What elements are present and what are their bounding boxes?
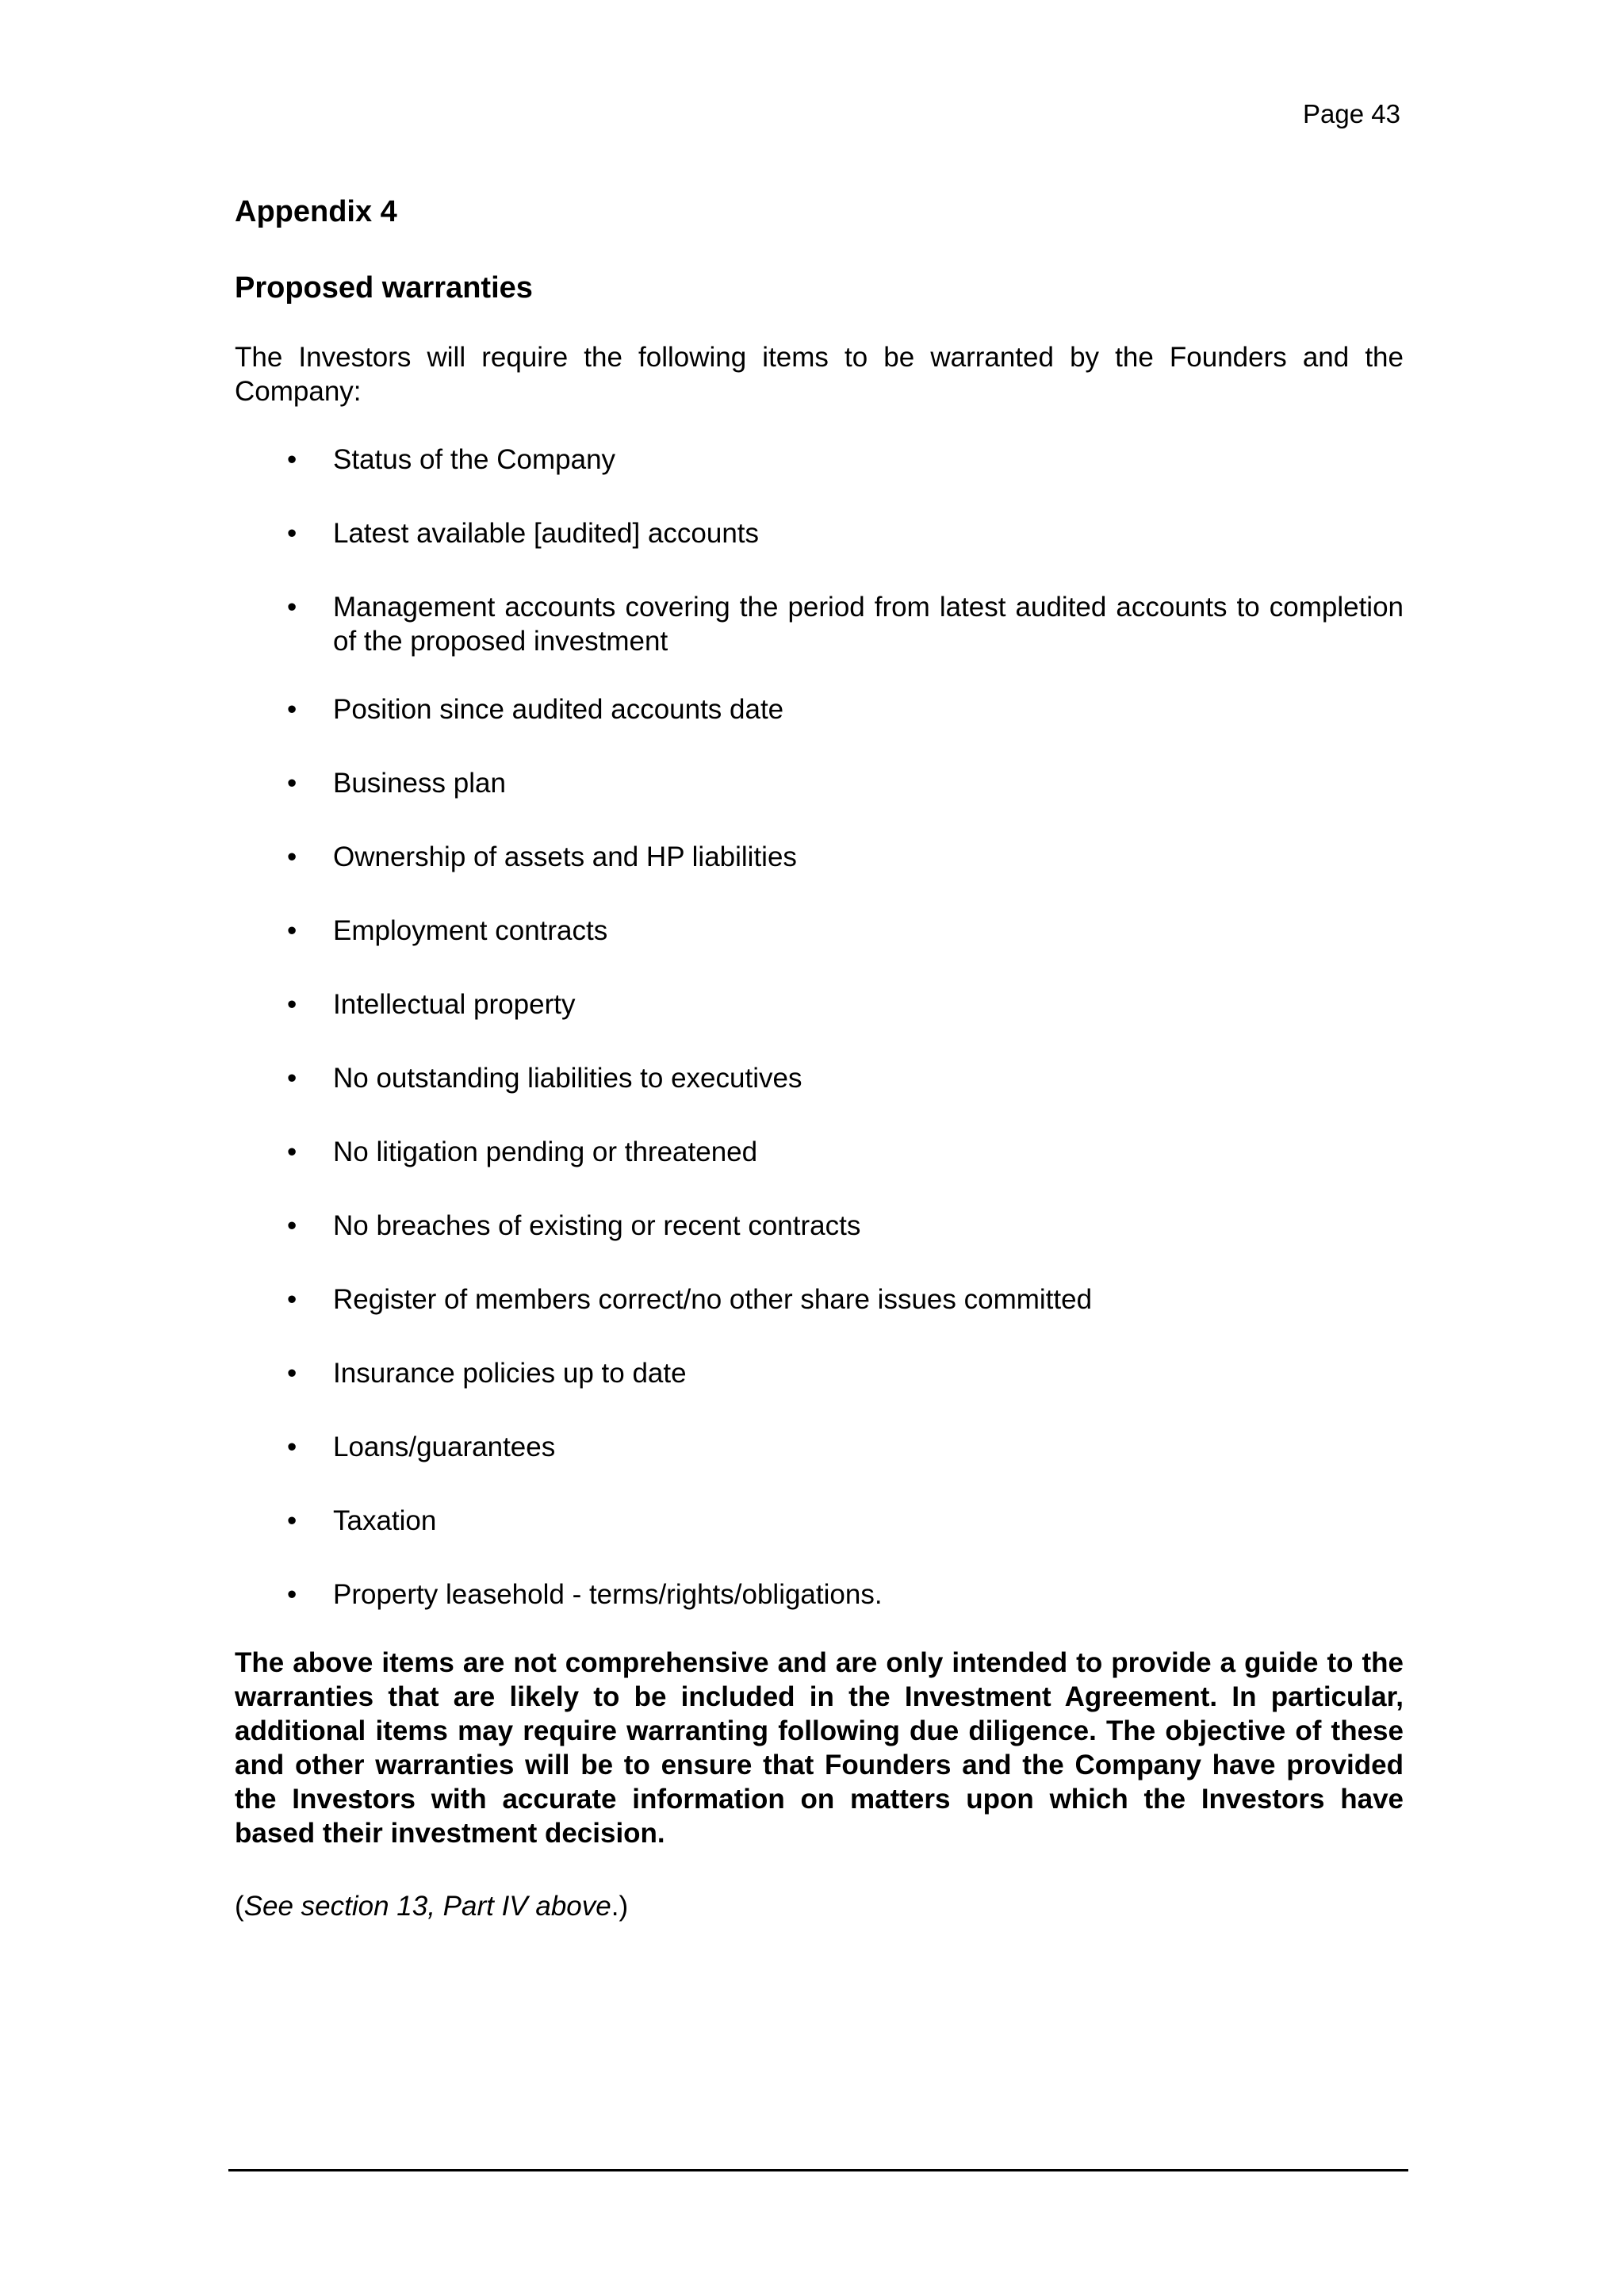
list-item xyxy=(235,1504,1404,1538)
list-item xyxy=(235,1061,1404,1095)
list-item xyxy=(235,590,1404,658)
bullet-icon: • xyxy=(287,915,297,946)
bullet-icon: • xyxy=(287,768,297,799)
list-item-text: No outstanding liabilities to executives xyxy=(333,1063,802,1094)
disclaimer-note: The above items are not comprehensive and are only intended to provide a guide to the warranties that are likely to be included in the Investment Agreement. In particular, additional items may require warranting following due diligence. The objective of these and other warranties will be to ensure that Founders and the Company have provided the Investors with accurate information on matters upon which the Investors have based their investment decision. xyxy=(235,1647,1404,1849)
page-number: Page 43 xyxy=(1303,99,1400,128)
list-item-text: Intellectual property xyxy=(333,989,576,1020)
bullet-icon: • xyxy=(287,1210,297,1241)
bullet-icon: • xyxy=(287,989,297,1020)
reference-text: See section 13, Part IV above xyxy=(243,1891,611,1922)
list-item-text: Latest available [audited] accounts xyxy=(333,518,760,549)
list-item xyxy=(235,1430,1404,1464)
appendix-title: Appendix 4 xyxy=(235,195,397,228)
list-item-text: Property leasehold - terms/rights/obligations. xyxy=(333,1579,883,1610)
list-item xyxy=(235,443,1404,477)
list-item-text: Register of members correct/no other share issues committed xyxy=(333,1284,1093,1315)
bullet-icon: • xyxy=(287,518,297,549)
list-item xyxy=(235,1135,1404,1169)
bullet-icon: • xyxy=(287,1063,297,1094)
bullet-icon: • xyxy=(287,444,297,475)
section-reference xyxy=(235,1889,1404,1923)
list-item xyxy=(235,1356,1404,1390)
list-item-text: No breaches of existing or recent contracts xyxy=(333,1210,861,1241)
list-item xyxy=(235,516,1404,550)
bullet-icon: • xyxy=(287,592,297,623)
list-item-text: Loans/guarantees xyxy=(333,1432,556,1462)
list-item-text: Insurance policies up to date xyxy=(333,1358,687,1389)
bullet-icon: • xyxy=(287,1432,297,1462)
footer-divider xyxy=(228,2169,1408,2171)
intro-paragraph: The Investors will require the following items to be warranted by the Founders and the Company: xyxy=(235,342,1404,407)
bullet-icon: • xyxy=(287,1579,297,1610)
list-item-text: Status of the Company xyxy=(333,444,616,475)
page-content xyxy=(235,194,1404,1923)
list-item-text: Management accounts covering the period from latest audited accounts to completion of the proposed investment xyxy=(333,592,1404,657)
bullet-icon: • xyxy=(287,1137,297,1167)
list-item-text: Ownership of assets and HP liabilities xyxy=(333,841,797,872)
list-item xyxy=(235,1577,1404,1612)
list-item xyxy=(235,766,1404,800)
bullet-icon: • xyxy=(287,841,297,872)
section-title: Proposed warranties xyxy=(235,271,533,305)
list-item xyxy=(235,914,1404,948)
list-item-text: Taxation xyxy=(333,1505,437,1536)
list-item xyxy=(235,1282,1404,1317)
bullet-icon: • xyxy=(287,1284,297,1315)
reference-open: ( xyxy=(235,1891,244,1922)
bullet-icon: • xyxy=(287,1358,297,1389)
list-item-text: Business plan xyxy=(333,768,506,799)
list-item xyxy=(235,840,1404,874)
list-item xyxy=(235,987,1404,1022)
list-item xyxy=(235,1209,1404,1243)
bullet-icon: • xyxy=(287,694,297,725)
bullet-icon: • xyxy=(287,1505,297,1536)
list-item-text: No litigation pending or threatened xyxy=(333,1137,758,1167)
reference-close: .) xyxy=(611,1891,629,1922)
list-item-text: Employment contracts xyxy=(333,915,608,946)
warranties-list xyxy=(235,443,1404,1612)
list-item-text: Position since audited accounts date xyxy=(333,694,784,725)
list-item xyxy=(235,692,1404,726)
